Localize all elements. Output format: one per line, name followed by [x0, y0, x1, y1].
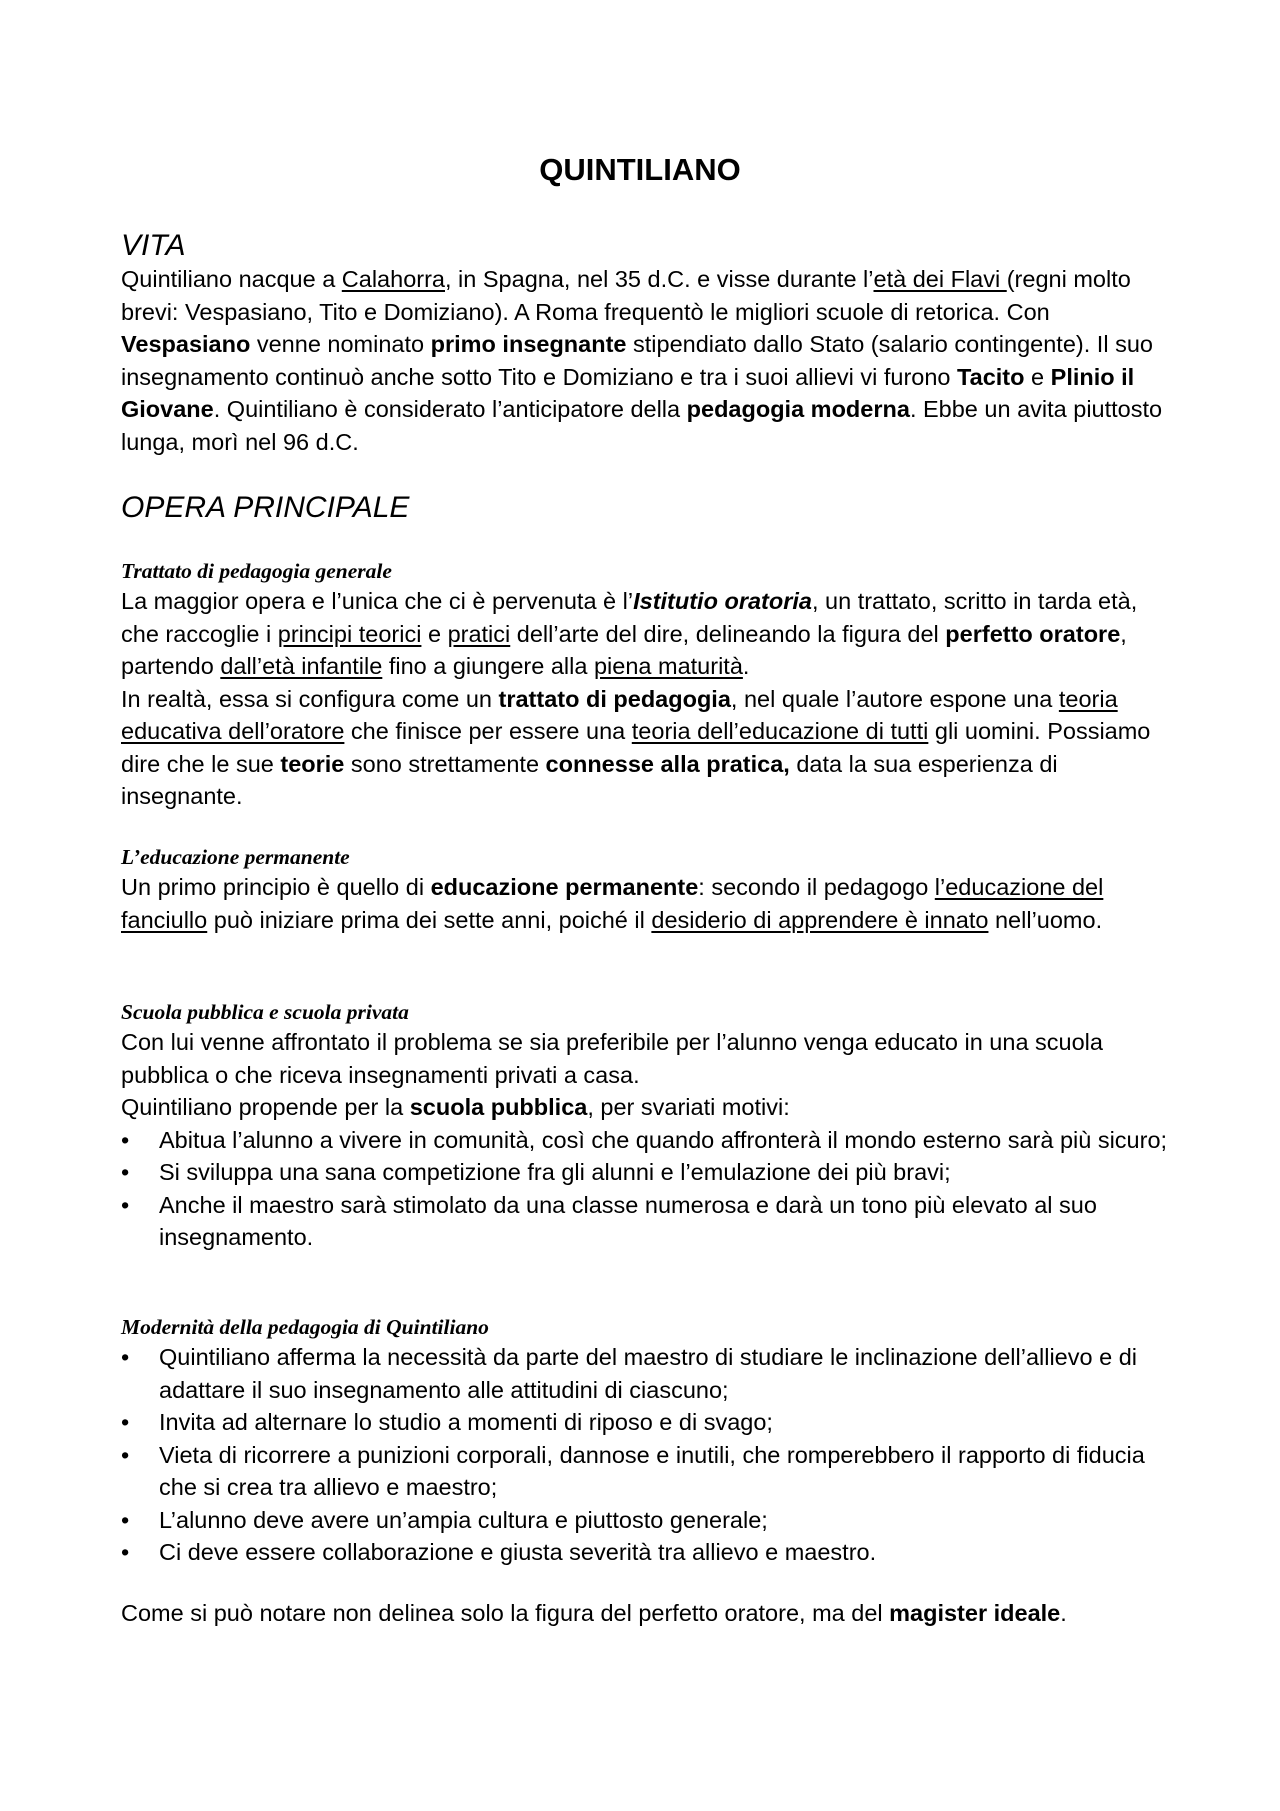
bold-text: Plinio il Giovane	[121, 363, 1135, 422]
permanente-section	[121, 843, 1181, 936]
page-title: QUINTILIANO	[539, 152, 741, 187]
underlined-text: pratici	[447, 620, 511, 647]
subheading-trattato: Trattato di pedagogia generale	[121, 559, 392, 583]
underlined-text: desiderio di apprendere è innato	[651, 906, 989, 933]
list-item: • Vieta di ricorrere a punizioni corporali, dannose e inutili, che romperebbero il rapporto di fiducia che si crea tra allievo e maestro;	[121, 1439, 1181, 1504]
list-item: • Si sviluppa una sana competizione fra gli alunni e l’emulazione dei più bravi;	[121, 1156, 1181, 1189]
section-heading-opera: OPERA PRINCIPALE	[121, 491, 410, 524]
underlined-text: età dei Flavi	[873, 266, 1007, 292]
scuola-text: Con lui venne affrontato il problema se sia preferibile per l’alunno venga educato in una scuola pubblica o che riceva insegnamenti privati a casa.	[121, 1029, 1103, 1088]
scuola-text-2: Quintiliano propende per la scuola pubblica, per svariati motivi:	[121, 1094, 790, 1120]
modernita-section	[121, 1313, 1181, 1569]
underlined-text: teoria educativa dell’oratore	[121, 685, 1118, 744]
subheading-modernita: Modernità della pedagogia di Quintiliano	[121, 1315, 489, 1339]
underlined-text: piena maturità	[593, 653, 743, 679]
bold-text: trattato di pedagogia	[498, 685, 731, 712]
bold-text: Tacito	[957, 363, 1025, 390]
bold-text: perfetto oratore	[945, 620, 1121, 647]
scuola-bullet-list	[121, 1124, 1181, 1254]
bold-italic-text: Istitutio oratoria	[633, 588, 812, 614]
underlined-text: teoria dell’educazione di tutti	[631, 718, 929, 744]
trattato-text: La maggior opera e l’unica che ci è pervenuta è l’Istitutio oratoria, un trattato, scritto in tarda età, che raccoglie i principi teorici e pratici dell’arte del dire, delineando la figura del perfetto oratore, partendo dall’età infantile fino a giungere alla piena maturità.	[121, 588, 1138, 679]
permanente-text: Un primo principio è quello di educazione permanente: secondo il pedagogo l’educazione del fanciullo può iniziare prima dei sette anni, poiché il desiderio di apprendere è innato nell’uomo.	[121, 874, 1104, 933]
section-heading-vita: VITA	[121, 229, 186, 262]
vita-text: Quintiliano nacque a Calahorra, in Spagna, nel 35 d.C. e visse durante l’età dei Flavi (regni molto brevi: Vespasiano, Tito e Domiziano). A Roma frequentò le migliori scuole di retorica. Con Vespasiano venne nominato primo insegnante stipendiato dallo Stato (salario contingente). Il suo insegnamento continuò anche sotto Tito e Domiziano e tra i suoi allievi vi furono Tacito e Plinio il Giovane. Quintiliano è considerato l’anticipatore della pedagogia moderna. Ebbe un avita piuttosto lunga, morì nel 96 d.C.	[121, 266, 1163, 455]
underlined-text: dall’età infantile	[220, 653, 383, 679]
bold-text: magister ideale	[889, 1600, 1061, 1626]
subheading-scuola: Scuola pubblica e scuola privata	[121, 1000, 409, 1024]
trattato-section	[121, 557, 1181, 813]
bold-text: primo insegnante	[430, 331, 627, 357]
scuola-section	[121, 998, 1181, 1254]
subheading-permanente: L’educazione permanente	[121, 845, 350, 869]
trattato-text-2: In realtà, essa si configura come un trattato di pedagogia, nel quale l’autore espone una teoria educativa dell’oratore che finisce per essere una teoria dell’educazione di tutti gli uomini. Possiamo dire che le sue teorie sono strettamente connesse alla pratica, data la sua esperienza di insegnante.	[121, 685, 1151, 809]
list-item: • Abitua l’alunno a vivere in comunità, così che quando affronterà il mondo esterno sarà più sicuro;	[121, 1124, 1181, 1157]
bold-text: teorie	[280, 750, 345, 777]
bold-text: Vespasiano	[121, 331, 251, 357]
bold-text: connesse alla pratica,	[545, 750, 790, 777]
modernita-bullet-list	[121, 1341, 1181, 1569]
list-item: • Invita ad alternare lo studio a momenti di riposo e di svago;	[121, 1406, 1181, 1439]
conclusione-paragraph	[121, 1597, 1091, 1630]
bold-text: educazione permanente	[430, 874, 699, 900]
list-item: • Ci deve essere collaborazione e giusta severità tra allievo e maestro.	[121, 1536, 1181, 1569]
list-item: • Quintiliano afferma la necessità da parte del maestro di studiare le inclinazione dell’allievo e di adattare il suo insegnamento alle attitudini di ciascuno;	[121, 1341, 1181, 1406]
bold-text: pedagogia moderna	[686, 396, 910, 422]
underlined-text: Calahorra	[341, 266, 445, 292]
underlined-text: principi teorici	[277, 620, 422, 647]
bold-text: scuola pubblica	[409, 1094, 588, 1120]
underlined-text: l’educazione del fanciullo	[121, 874, 1104, 933]
conclusione-text: Come si può notare non delinea solo la figura del perfetto oratore, ma del magister ideale.	[121, 1600, 1067, 1626]
vita-paragraph	[121, 263, 1181, 458]
list-item: • L’alunno deve avere un’ampia cultura e piuttosto generale;	[121, 1504, 1181, 1537]
list-item: • Anche il maestro sarà stimolato da una classe numerosa e darà un tono più elevato al suo insegnamento.	[121, 1189, 1181, 1254]
